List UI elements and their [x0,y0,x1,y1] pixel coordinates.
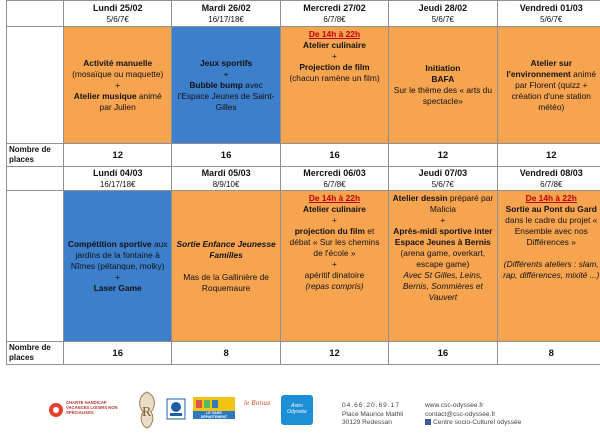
activity-title: Projection de film [299,62,370,72]
plus-sign: + [440,215,446,225]
astro-odyssee-text: Astro Odyssée [287,403,307,415]
places-count: 12 [280,342,388,365]
day-header [172,1,280,27]
plus-sign: + [332,215,337,225]
places-count: 12 [389,144,497,167]
day-name: Jeudi 07/03 [418,167,468,178]
plus-sign: + [332,259,337,269]
day-name: Lundi 04/03 [92,167,143,178]
day-price: 5/6/7€ [431,14,454,24]
activity-cell [497,191,600,342]
activity-title: Atelier culinaire [303,40,366,50]
day-name: Mercredi 06/03 [303,167,366,178]
places-label: Nombre de places [7,342,64,365]
activity-text: animé par Florent (quizz + création d'une station météo) [511,68,596,112]
day-header [172,167,280,191]
day-price: 16/17/18€ [208,14,244,24]
day-header [64,167,172,191]
places-count: 8 [497,342,600,365]
website-link[interactable]: www.csc-odyssee.fr [425,402,484,409]
activity-text: animé par Julien [99,90,162,112]
week1-count-row [7,144,600,167]
activity-text: avec l'Espace Jeunes de Saint-Gilles [177,79,275,112]
activity-title: Atelier dessin [392,193,448,203]
caf-icon [166,398,186,420]
le-gard-text: LE GARD DÉPARTEMENT [200,411,228,419]
places-label: Nombre de places [7,144,64,167]
day-price: 8/9/10€ [212,179,240,189]
handicap-icon [48,402,64,418]
activity-cell [389,27,497,144]
activity-note: (Différents ateliers : slam, rap, différences, mixité ...) [503,259,600,280]
plus-sign: + [223,68,229,79]
charte-handicap-text: CHARTE HANDICAP VACANCES LOISIRS NON SPÉCIALISÉS [66,400,118,415]
day-header [280,167,388,191]
activity-note: Avec St Gilles, Leins, Bernis, Sommières et Vauvert [402,270,483,302]
contact-address [342,402,403,428]
activity-text: Sur le thème des « arts du spectacle» [393,85,492,106]
redessan-logo [134,390,160,430]
corner-cell [7,1,64,27]
day-name: Vendredi 01/03 [519,2,583,13]
day-header [497,1,600,27]
activity-title: Sortie au Pont du Gard [505,204,597,214]
week2-count-row [7,342,600,365]
time-range: De 14h à 22h [308,29,361,39]
plus-sign: + [115,271,121,282]
row-label-empty [7,191,64,342]
week1-header-row [7,1,600,27]
activity-title: Bubble bump [189,79,243,90]
day-name: Lundi 25/02 [92,2,143,13]
svg-text:R: R [142,405,152,420]
activity-cell [64,27,172,144]
day-header [389,1,497,27]
activity-title: Activité manuelle [83,57,153,68]
phone-number: 04.66.20.69.17 [342,402,400,409]
day-header [64,1,172,27]
activity-title: projection du film [294,226,365,236]
week2-header-row [7,167,600,191]
activity-title: Sortie Enfance Jeunesse Familles [176,238,276,260]
redessan-crest-icon [134,390,160,430]
day-name: Vendredi 08/03 [519,167,583,178]
activity-title: Après-midi sportive inter Espace Jeunes à Bernis [393,226,493,247]
le-gard-logo [193,397,235,419]
address-line: 30129 Redessan [342,419,392,426]
day-price: 6/7/8€ [323,179,346,189]
contact-online [425,402,521,428]
activity-title: Atelier musique [73,90,137,101]
day-header [389,167,497,191]
activity-text: (chacun ramène un film) [289,73,380,83]
caf-logo [166,398,186,420]
facebook-text: Centre socio-Culturel odyssée [433,419,522,426]
places-count: 16 [280,144,388,167]
activity-text: Mas de la Gallinière de Roquemaure [183,271,269,293]
day-header [497,167,600,191]
address-line: Place Maurice Mathli [342,410,404,418]
day-price: 6/7/8€ [540,179,563,189]
activity-text: (mosaïque ou maquette) [72,68,164,79]
activity-title: Laser Game [93,282,142,293]
places-count: 8 [172,342,280,365]
activity-cell [280,27,388,144]
activity-cell [280,191,388,342]
day-price: 16/17/18€ [99,179,136,189]
row-label-empty [7,27,64,144]
astro-odyssee-logo [281,395,313,425]
charte-handicap-logo [48,398,123,422]
plus-sign: + [115,79,121,90]
activity-cell [389,191,497,342]
activity-cell [497,27,600,144]
activity-note: (repas compris) [305,281,364,291]
le-bonus-logo [244,400,274,414]
day-name: Mercredi 27/02 [303,2,366,13]
day-price: 6/7/8€ [323,14,346,24]
places-count: 16 [389,342,497,365]
places-count: 12 [497,144,600,167]
facebook-icon [425,419,431,425]
activity-title: Compétition sportive [67,238,152,249]
plus-sign: + [332,51,337,61]
activity-title: Atelier culinaire [303,204,366,214]
activity-cell [64,191,172,342]
activity-text: préparé par Malicia [429,193,494,214]
activity-text: aux jardins de la fontaine à Nîmes (pétanque, molky) [70,238,168,271]
activity-title: Jeux sportifs [200,57,253,68]
time-range: De 14h à 22h [308,193,361,203]
day-price: 5/6/7€ [540,14,563,24]
day-price: 5/6/7€ [431,179,454,189]
day-header [280,1,388,27]
places-count: 16 [172,144,280,167]
places-count: 16 [64,342,172,365]
activity-text: et débat « Sur les chemins de l'école » [289,226,380,258]
activity-cell [172,191,280,342]
activity-title: Initiation [425,63,461,73]
time-range: De 14h à 22h [525,193,577,203]
activity-text: (arena game, overkart, escape game) [400,248,486,269]
le-bonus-text: le Bonus [244,400,271,407]
facebook-line[interactable] [425,419,521,428]
day-price: 5/6/7€ [106,14,129,24]
activity-title: BAFA [431,74,455,84]
day-name: Jeudi 28/02 [418,2,468,13]
email-link[interactable]: contact@csc-odyssee.fr [425,410,496,418]
week2-activity-row [7,191,600,342]
activity-cell [172,27,280,144]
day-name: Mardi 26/02 [201,2,251,13]
activity-text: apéritif dinatoire [304,270,365,280]
activity-text: dans le cadre du projet « Ensemble avec nos Différences » [505,215,598,247]
places-count: 12 [64,144,172,167]
activity-title: Atelier sur l'environnement [506,57,572,79]
week1-activity-row [7,27,600,144]
day-name: Mardi 05/03 [201,167,251,178]
corner-cell [7,167,64,191]
schedule-table [6,0,600,365]
